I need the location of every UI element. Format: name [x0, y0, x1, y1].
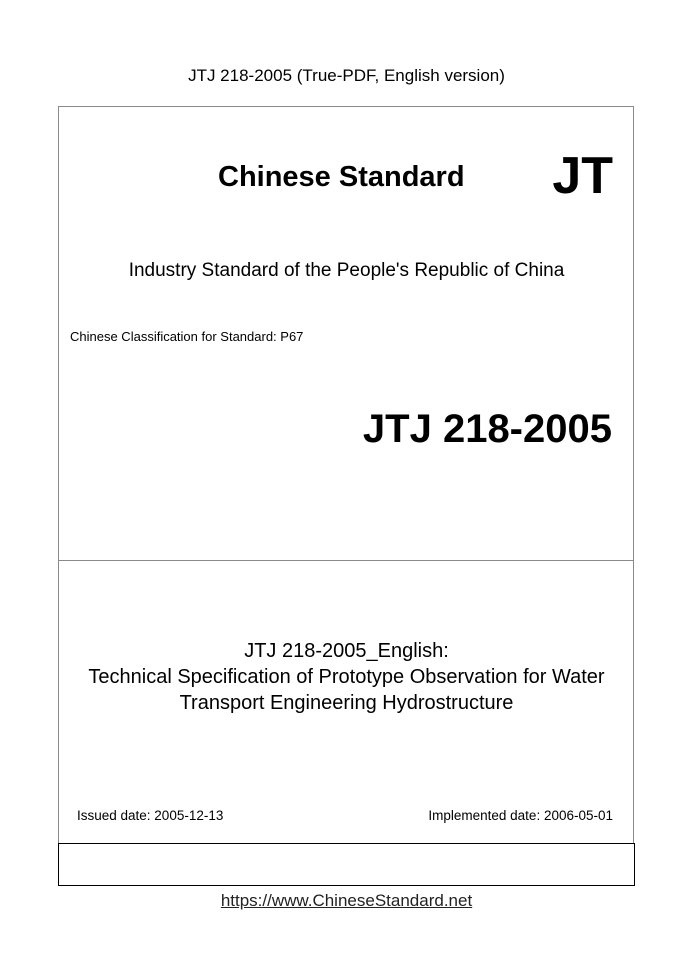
page-header: JTJ 218-2005 (True-PDF, English version) — [188, 66, 505, 85]
divider — [58, 560, 634, 561]
title-line: Transport Engineering Hydrostructure — [179, 692, 514, 714]
standard-number: JTJ 218-2005 — [362, 407, 612, 451]
cover-heading: Chinese Standard — [218, 161, 465, 193]
website-link[interactable]: https://www.ChineseStandard.net — [220, 891, 473, 910]
issued-date: Issued date: 2005-12-13 — [77, 808, 224, 823]
bottom-box — [58, 843, 635, 886]
classification: Chinese Classification for Standard: P67 — [70, 329, 304, 344]
implemented-date: Implemented date: 2006-05-01 — [428, 808, 613, 823]
title-line: Technical Specification of Prototype Observation for Water — [88, 666, 605, 688]
footer — [0, 891, 693, 911]
cover-frame — [58, 106, 634, 843]
title-line: JTJ 218-2005_English: — [244, 640, 449, 662]
subheading: Industry Standard of the People's Republic of China — [128, 260, 565, 281]
category-code: JT — [552, 147, 613, 205]
